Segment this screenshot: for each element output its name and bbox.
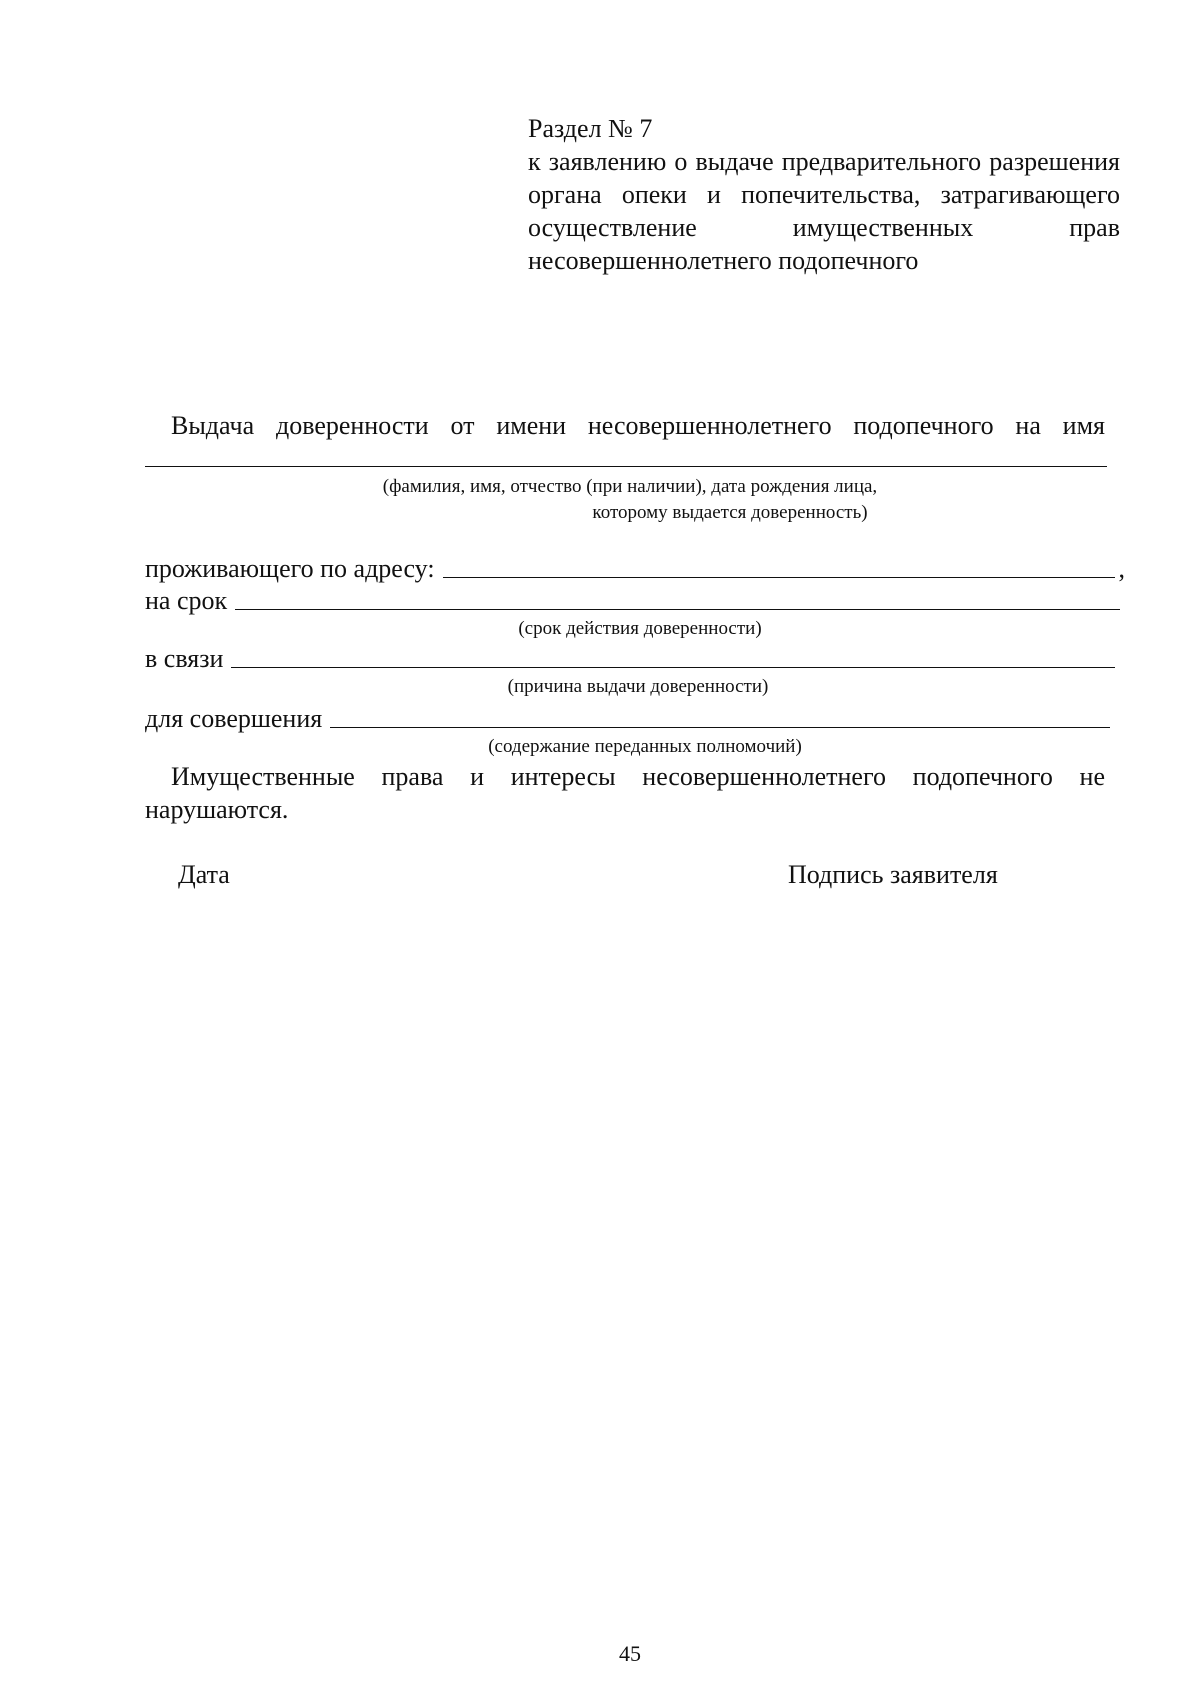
purpose-field (145, 702, 1110, 735)
term-field (145, 584, 1120, 617)
term-caption: (срок действия доверенности) (518, 618, 762, 639)
name-caption-line1: (фамилия, имя, отчество (при наличии), дата рождения лица, (382, 476, 878, 497)
page-number: 45 (619, 1641, 641, 1666)
reason-field (145, 642, 1115, 675)
date-label: Дата (178, 860, 230, 889)
reason-label: в связи (145, 644, 224, 673)
reason-caption: (причина выдачи доверенности) (507, 676, 769, 697)
signature-label: Подпись заявителя (788, 860, 998, 889)
name-fill-line[interactable] (145, 466, 1107, 467)
address-comma: , (1118, 554, 1125, 583)
reason-fill-line[interactable] (231, 647, 1115, 668)
term-fill-line[interactable] (235, 589, 1120, 610)
purpose-fill-line[interactable] (330, 707, 1110, 728)
section-subtitle: к заявлению о выдаче предварительного разрешения органа опеки и попечительства, затрагивающего осуществление имущественных прав несовершеннолетнего подопечного (528, 147, 1120, 275)
purpose-label: для совершения (145, 704, 323, 733)
section-header (528, 112, 1120, 277)
purpose-caption: (содержание переданных полномочий) (488, 736, 802, 757)
address-field (145, 552, 1125, 585)
section-number: Раздел № 7 (528, 114, 653, 143)
name-caption-line2: которому выдается доверенность) (592, 502, 868, 523)
term-label: на срок (145, 586, 228, 615)
address-fill-line[interactable] (443, 557, 1115, 578)
rights-statement: Имущественные права и интересы несовершеннолетнего подопечного не нарушаются. (145, 762, 1105, 824)
form-title: Выдача доверенности от имени несовершеннолетнего подопечного на имя (171, 411, 1105, 440)
address-label: проживающего по адресу: (145, 554, 435, 583)
